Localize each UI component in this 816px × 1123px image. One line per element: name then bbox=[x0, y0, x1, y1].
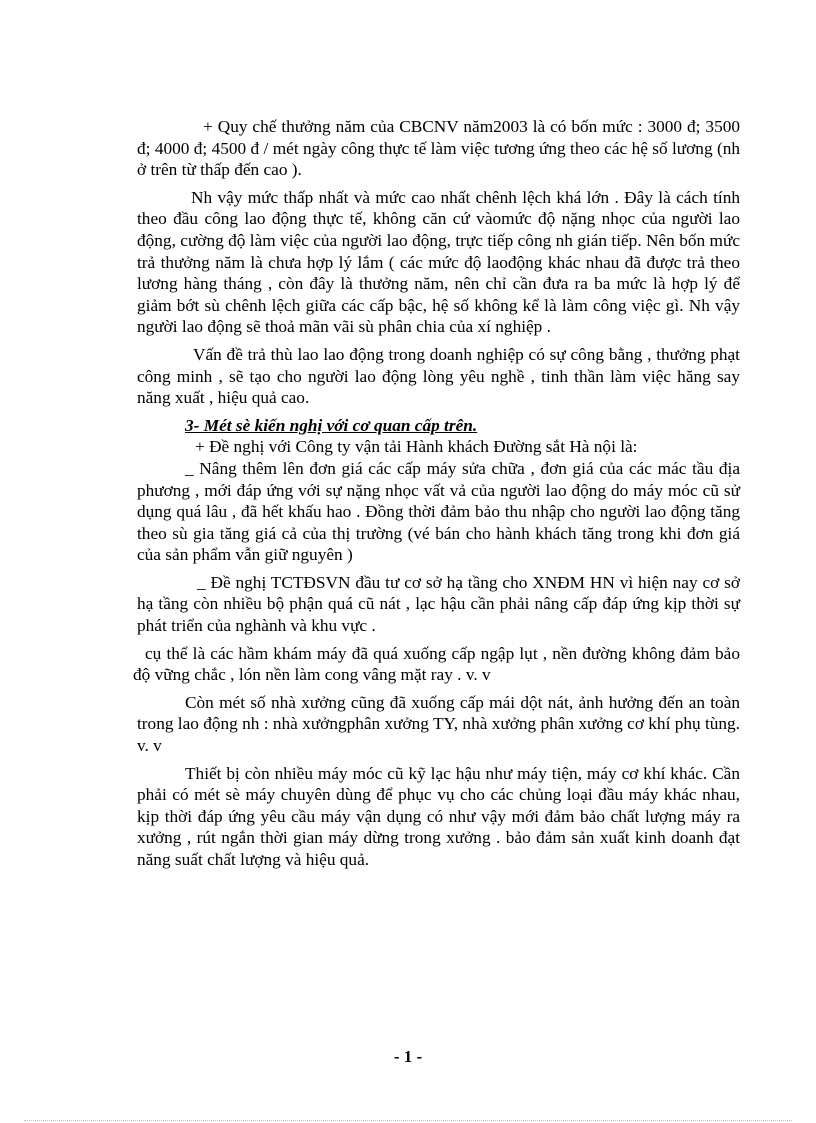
section-heading: 3- Mét sè kiến nghị với cơ quan cấp trên. bbox=[185, 415, 478, 435]
paragraph-analysis: Nh vậy mức thấp nhất và mức cao nhất chênh lệch khá lớn . Đây là cách tính theo đầu công lao động thực tế, không căn cứ vàomức độ nặng nhọc của người lao động, cường độ làm việc của người lao động, trực tiếp công nh gián tiếp. Nên bốn mức trả thưởng năm là chưa hợp lý lắm ( các mức độ laođộng khác nhau đã được trả theo lương hàng tháng , còn đây là thưởng năm, nên chỉ cần đưa ra ba mức là hợp lý để giảm bớt sù chênh lệch giữa các cấp bậc, hệ số không kể là làm công việc gì. Nh vậy người lao động sẽ thoả mãn vãi sù phân chia của xí nghiệp . bbox=[137, 187, 740, 337]
page-number: - 1 - bbox=[393, 1047, 423, 1066]
paragraph-equipment: Thiết bị còn nhiều máy móc cũ kỹ lạc hậu như máy tiện, máy cơ khí khác. Cần phải có mét sè máy chuyên dùng để phục vụ cho các chủng loại đầu máy khác nhau, kịp thời đáp ứng yêu cầu máy vận dụng có như vậy mới đảm bảo chất lượng máy ra xưởng , rút ngắn thời gian máy dừng trong xưởng . bảo đảm sản xuất kinh doanh đạt năng suất chất lượng và hiệu quả. bbox=[137, 763, 740, 869]
page-bottom-divider bbox=[24, 1120, 792, 1121]
paragraph-fair-pay: Vấn đề trả thù lao lao động trong doanh nghiệp có sự công bằng , thưởng phạt công minh , sẽ tạo cho người lao động lòng yêu nghề , tinh thần làm việc hăng say năng xuất , hiệu quả cao. bbox=[137, 344, 740, 408]
paragraph-proposal-wages: _ Nâng thêm lên đơn giá các cấp máy sửa chữa , đơn giá của các mác tầu địa phương , mới đáp ứng với sự nặng nhọc vất vả của người lao động do máy móc cũ sử dụng quá lâu , đã hết khấu hao . Đồng thời đảm bảo thu nhập cho người lao động tăng theo sù gia tăng giá cả của thị trường (vé bán cho hành khách tăng trong khi đơn giá của sản phẩm vẫn giữ nguyên ) bbox=[137, 458, 740, 565]
paragraph-workshops: Còn mét số nhà xưởng cũng đã xuống cấp mái dột nát, ảnh hưởng đến an toàn trong lao động nh : nhà xưởngphân xưởng TY, nhà xưởng phân xưởng cơ khí phụ tùng. v. v bbox=[137, 692, 740, 756]
document-body bbox=[133, 116, 740, 871]
paragraph-bonus-rule: + Quy chế thưởng năm của CBCNV năm2003 là có bốn mức : 3000 đ; 3500 đ; 4000 đ; 4500 đ / mét ngày công thực tế làm việc tương ứng theo các hệ số lương (nh ở trên từ thấp đến cao ). bbox=[137, 117, 740, 180]
paragraph-specifics: cụ thể là các hầm khám máy đã quá xuống cấp ngập lụt , nền đường không đảm bảo độ vững chắc , lón nền làm cong vâng mặt ray . v. v bbox=[133, 643, 740, 685]
paragraph-proposal-intro: + Đề nghị với Công ty vận tải Hành khách Đường sắt Hà nội là: bbox=[195, 437, 638, 457]
paragraph-proposal-infrastructure: _ Đề nghị TCTĐSVN đầu tư cơ sở hạ tầng cho XNĐM HN vì hiện nay cơ sở hạ tầng còn nhiều bộ phận quá cũ nát , lạc hậu cần phải nâng cấp đáp ứng kịp thời sự phát triển của nghành và khu vực . bbox=[137, 572, 740, 636]
